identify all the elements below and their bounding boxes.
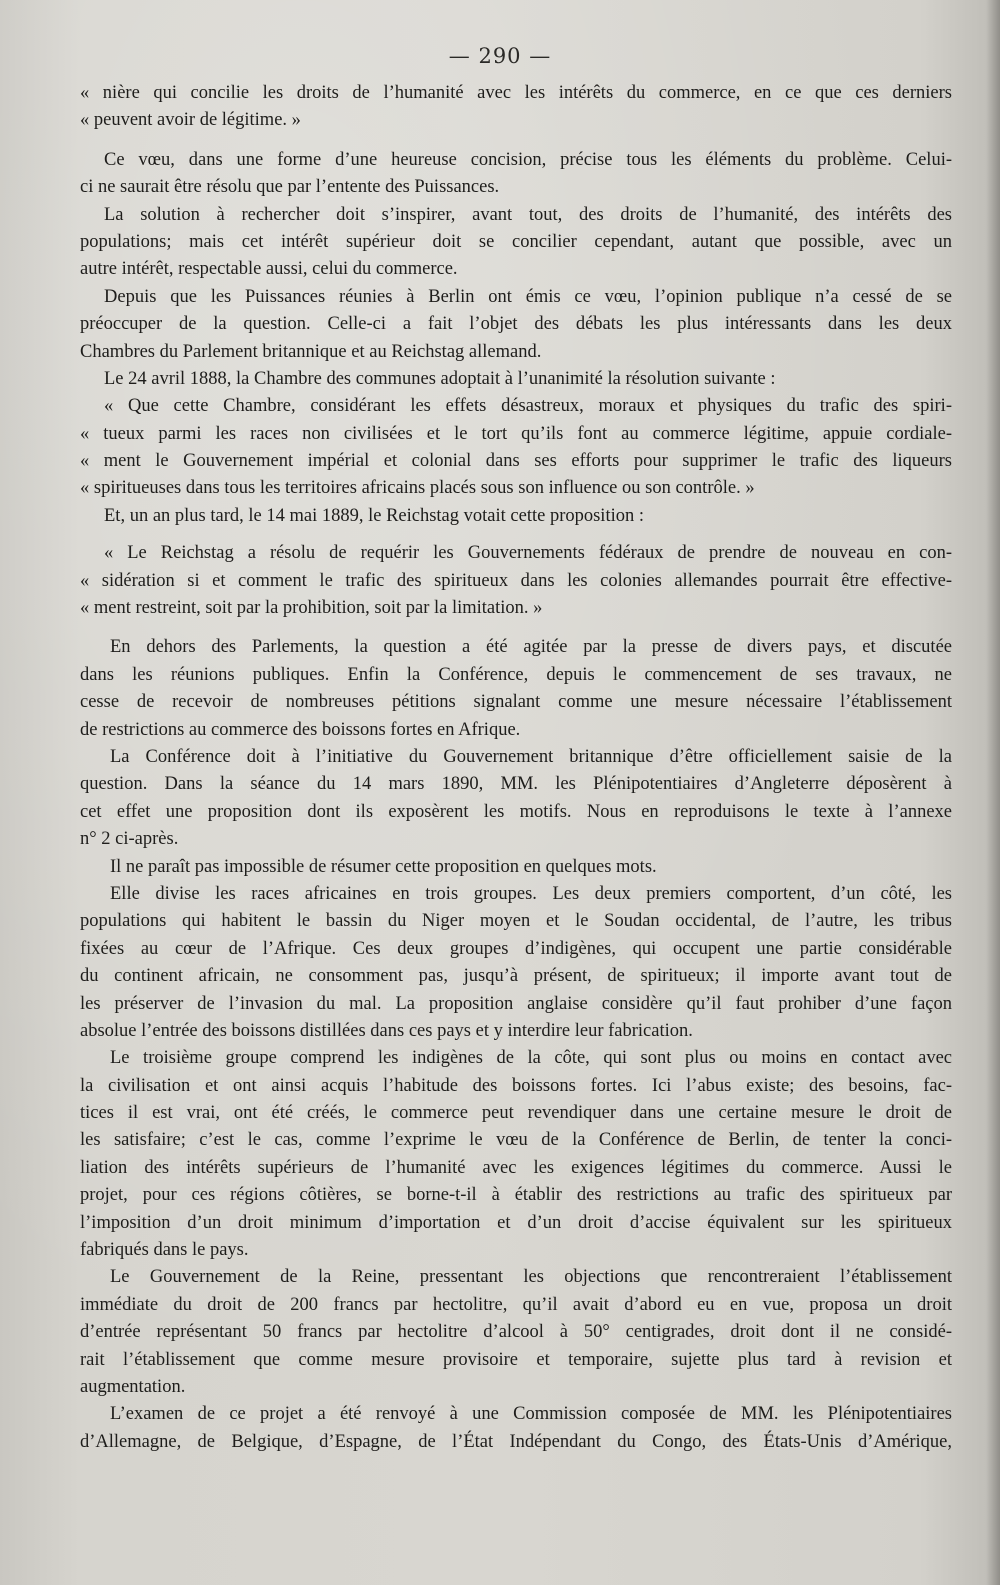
text-line: augmentation.	[80, 1376, 186, 1397]
text-line: « ment le Gouvernement impérial et colonial dans ses efforts pour supprimer le trafic des liqueurs	[80, 451, 952, 472]
paragraph	[80, 854, 952, 881]
text-line: « spiritueuses dans tous les territoires africains placés sous son influence ou son contrôle. »	[80, 478, 755, 499]
text-line: Chambres du Parlement britannique et au Reichstag allemand.	[80, 341, 542, 362]
text-line: Le Gouvernement de la Reine, pressentant les objections que rencontreraient l’établissement	[110, 1267, 952, 1288]
text-line: « Que cette Chambre, considérant les effets désastreux, moraux et physiques du trafic des spiri-	[104, 396, 952, 417]
text-line: Ce vœu, dans une forme d’une heureuse concision, précise tous les éléments du problème. Celui-	[104, 149, 952, 170]
text-line: absolue l’entrée des boissons distillées dans ces pays et y interdire leur fabrication.	[80, 1020, 693, 1041]
text-line: En dehors des Parlements, la question a été agitée par la presse de divers pays, et discutée	[110, 637, 952, 658]
quote-block	[80, 393, 952, 503]
text-line: les satisfaire; c’est le cas, comme l’exprime le vœu de la Conférence de Berlin, de tenter la conci-	[80, 1130, 952, 1151]
text-line: autre intérêt, respectable aussi, celui du commerce.	[80, 259, 458, 280]
paragraph	[80, 1401, 952, 1456]
text-line: populations; mais cet intérêt supérieur doit se concilier cependant, autant que possible, avec un	[80, 231, 952, 252]
text-line: cet effet une proposition dont ils exposèrent les motifs. Nous en reproduisons le texte à l’annexe	[80, 801, 952, 822]
text-line: la civilisation et ont ainsi acquis l’habitude des boissons fortes. Ici l’abus existe; des besoins, fac-	[80, 1075, 952, 1096]
text-line: fixées au cœur de l’Afrique. Ces deux groupes d’indigènes, qui occupent une partie considérable	[80, 938, 952, 959]
text-line: liation des intérêts supérieurs de l’humanité avec les exigences légitimes du commerce. Aussi le	[80, 1157, 952, 1178]
text-line: « tueux parmi les races non civilisées et le tort qu’ils font au commerce légitime, appuie cordiale-	[80, 423, 952, 444]
paragraph	[80, 744, 952, 854]
text-line: rait l’établissement que comme mesure provisoire et temporaire, sujette plus tard à revision et	[80, 1349, 952, 1370]
text-line: « nière qui concilie les droits de l’humanité avec les intérêts du commerce, en ce que ces derniers	[80, 83, 952, 103]
paragraph	[80, 1045, 952, 1264]
text-line: « Le Reichstag a résolu de requérir les Gouvernements fédéraux de prendre de nouveau en con-	[104, 543, 952, 564]
text-line: populations qui habitent le bassin du Niger moyen et le Soudan occidental, de l’autre, les tribus	[80, 911, 952, 932]
body-text	[80, 80, 952, 1456]
text-line: n° 2 ci-après.	[80, 829, 179, 850]
quote-block	[80, 540, 952, 622]
text-line: d’Allemagne, de Belgique, d’Espagne, de l’État Indépendant du Congo, des États-Unis d’Amérique,	[80, 1431, 952, 1452]
paragraph	[80, 881, 952, 1045]
text-line: projet, pour ces régions côtières, se borne-t-il à établir des restrictions au trafic des spiritueux par	[80, 1185, 952, 1206]
text-line: « peuvent avoir de légitime. »	[80, 110, 301, 131]
text-line: l’imposition d’un droit minimum d’importation et d’un droit d’accise équivalent sur les spiritueux	[80, 1212, 952, 1233]
text-line: tices il est vrai, ont été créés, le commerce peut revendiquer dans une certaine mesure le droit de	[80, 1103, 952, 1124]
paragraph	[80, 503, 952, 530]
text-line: dans les réunions publiques. Enfin la Conférence, depuis le commencement de ses travaux, ne	[80, 664, 952, 685]
text-line: cesse de recevoir de nombreuses pétitions signalant comme une mesure nécessaire l’établissement	[80, 692, 952, 713]
page-edge-shadow	[986, 0, 1000, 1585]
text-line: La solution à rechercher doit s’inspirer, avant tout, des droits de l’humanité, des intérêts des	[104, 204, 952, 225]
text-line: question. Dans la séance du 14 mars 1890, MM. les Plénipotentiaires d’Angleterre déposèrent à	[80, 774, 952, 795]
paragraph	[80, 634, 952, 744]
text-line: Et, un an plus tard, le 14 mai 1889, le Reichstag votait cette proposition :	[104, 505, 644, 526]
text-line: Il ne paraît pas impossible de résumer cette proposition en quelques mots.	[110, 856, 657, 877]
text-line: La Conférence doit à l’initiative du Gouvernement britannique d’être officiellement saisie de la	[110, 746, 952, 767]
text-line: d’entrée représentant 50 francs par hectolitre d’alcool à 50° centigrades, droit dont il ne considé-	[80, 1322, 952, 1343]
paragraph	[80, 1264, 952, 1401]
text-line: Le 24 avril 1888, la Chambre des communes adoptait à l’unanimité la résolution suivante :	[104, 368, 776, 389]
text-line: de restrictions au commerce des boissons fortes en Afrique.	[80, 719, 521, 740]
text-line: immédiate du droit de 200 francs par hectolitre, qu’il avait d’abord eu en vue, proposa un droit	[80, 1294, 952, 1315]
text-line: « ment restreint, soit par la prohibition, soit par la limitation. »	[80, 598, 543, 619]
paragraph-quote-end	[80, 80, 952, 135]
text-line: les préserver de l’invasion du mal. La proposition anglaise considère qu’il faut prohiber d’une façon	[80, 993, 952, 1014]
paragraph	[80, 366, 952, 393]
paragraph	[80, 202, 952, 284]
text-line: Depuis que les Puissances réunies à Berlin ont émis ce vœu, l’opinion publique n’a cessé de se	[104, 286, 952, 307]
page-number: — 290 —	[448, 44, 552, 68]
text-line: du continent africain, ne consomment pas, jusqu’à présent, de spiritueux; il importe avant tout de	[80, 966, 952, 987]
text-line: ci ne saurait être résolu que par l’entente des Puissances.	[80, 177, 500, 198]
text-line: L’examen de ce projet a été renvoyé à une Commission composée de MM. les Plénipotentiaires	[110, 1404, 952, 1425]
text-line: fabriqués dans le pays.	[80, 1240, 249, 1261]
text-line: « sidération si et comment le trafic des spiritueux dans les colonies allemandes pourrait être effective-	[80, 570, 952, 591]
text-line: Le troisième groupe comprend les indigènes de la côte, qui sont plus ou moins en contact avec	[110, 1048, 952, 1069]
paragraph	[80, 147, 952, 202]
text-line: Elle divise les races africaines en trois groupes. Les deux premiers comportent, d’un côté, les	[110, 883, 952, 904]
text-line: préoccuper de la question. Celle-ci a fait l’objet des débats les plus intéressants dans les deux	[80, 314, 952, 335]
paragraph	[80, 284, 952, 366]
